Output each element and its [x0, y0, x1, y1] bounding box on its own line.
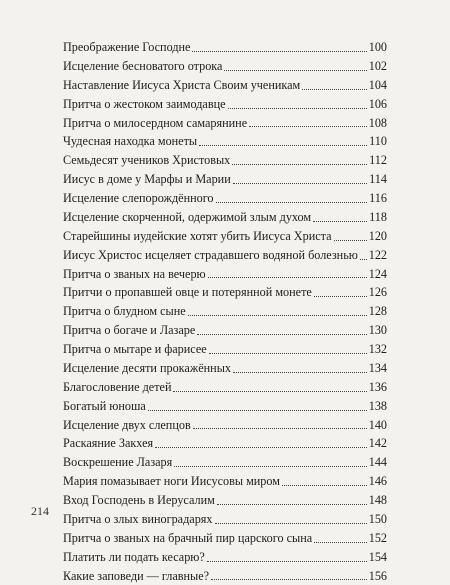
toc-leader-dots — [208, 277, 367, 278]
toc-leader-dots — [233, 372, 367, 373]
toc-leader-dots — [314, 542, 367, 543]
toc-entry-title: Вход Господень в Иерусалим — [63, 491, 215, 510]
toc-entry-title: Притча о званых на брачный пир царского сына — [63, 529, 312, 548]
toc-leader-dots — [314, 296, 367, 297]
toc-entry-page: 138 — [369, 397, 387, 416]
toc-entry-page: 116 — [369, 189, 387, 208]
toc-entry — [63, 321, 387, 340]
toc-entry-page: 146 — [369, 472, 387, 491]
toc-entry-title: Притча о званых на вечерю — [63, 265, 206, 284]
toc-leader-dots — [313, 221, 367, 222]
toc-entry — [63, 283, 387, 302]
toc-entry-page: 130 — [369, 321, 387, 340]
toc-entry-page: 152 — [369, 529, 387, 548]
toc-leader-dots — [209, 353, 367, 354]
toc-entry-page: 150 — [369, 510, 387, 529]
toc-entry-page: 100 — [369, 38, 387, 57]
toc-entry — [63, 359, 387, 378]
page-number: 214 — [31, 504, 49, 519]
toc-entry — [63, 416, 387, 435]
toc-entry — [63, 453, 387, 472]
toc-entry-page: 126 — [369, 283, 387, 302]
toc-entry-page: 106 — [369, 95, 387, 114]
toc-entry-page: 140 — [369, 416, 387, 435]
toc-leader-dots — [282, 485, 367, 486]
toc-entry-title: Притча о жестоком заимодавце — [63, 95, 226, 114]
toc-entry — [63, 265, 387, 284]
toc-entry — [63, 510, 387, 529]
toc-entry-title: Воскрешение Лазаря — [63, 453, 172, 472]
toc-entry — [63, 397, 387, 416]
toc-entry — [63, 170, 387, 189]
toc-entry — [63, 38, 387, 57]
toc-entry — [63, 246, 387, 265]
toc-leader-dots — [232, 164, 367, 165]
toc-entry-title: Мария помазывает ноги Иисусовы миром — [63, 472, 280, 491]
toc-entry-title: Исцеление десяти прокажённых — [63, 359, 231, 378]
toc-entry-page: 128 — [369, 302, 387, 321]
toc-leader-dots — [217, 504, 367, 505]
toc-leader-dots — [216, 202, 368, 203]
toc-entry-page: 154 — [369, 548, 387, 567]
toc-entry-title: Какие заповеди — главные? — [63, 567, 209, 585]
toc-entry-title: Притча о злых виноградарях — [63, 510, 213, 529]
toc-entry-title: Преображение Господне — [63, 38, 190, 57]
toc-entry-title: Исцеление двух слепцов — [63, 416, 191, 435]
toc-entry-title: Иисус Христос исцеляет страдавшего водяной болезнью — [63, 246, 358, 265]
toc-entry-page: 132 — [369, 340, 387, 359]
toc-entry-title: Исцеление слепорождённого — [63, 189, 214, 208]
toc-leader-dots — [249, 126, 367, 127]
toc-entry-title: Иисус в доме у Марфы и Марии — [63, 170, 231, 189]
toc-entry — [63, 472, 387, 491]
toc-leader-dots — [207, 561, 367, 562]
toc-entry-page: 112 — [369, 151, 387, 170]
toc-leader-dots — [188, 315, 367, 316]
toc-entry — [63, 434, 387, 453]
toc-leader-dots — [193, 428, 367, 429]
toc-entry-title: Исцеление скорченной, одержимой злым духом — [63, 208, 311, 227]
toc-entry-title: Платить ли подать кесарю? — [63, 548, 205, 567]
toc-entry-page: 148 — [369, 491, 387, 510]
toc-entry-title: Старейшины иудейские хотят убить Иисуса Христа — [63, 227, 332, 246]
toc-entry — [63, 132, 387, 151]
toc-leader-dots — [173, 391, 366, 392]
toc-leader-dots — [148, 410, 367, 411]
toc-entry-page: 156 — [369, 567, 387, 585]
toc-entry-page: 144 — [369, 453, 387, 472]
toc-entry — [63, 567, 387, 585]
toc-entry — [63, 95, 387, 114]
toc-entry-title: Притча о мытаре и фарисее — [63, 340, 207, 359]
toc-entry-page: 122 — [369, 246, 387, 265]
toc-leader-dots — [174, 466, 366, 467]
toc-entry-title: Исцеление бесноватого отрока — [63, 57, 222, 76]
toc-entry-page: 108 — [369, 114, 387, 133]
toc-leader-dots — [360, 259, 367, 260]
toc-leader-dots — [192, 51, 366, 52]
toc-entry-title: Раскаяние Закхея — [63, 434, 153, 453]
toc-entry — [63, 227, 387, 246]
toc-entry-page: 136 — [369, 378, 387, 397]
toc-leader-dots — [199, 145, 367, 146]
toc-entry — [63, 529, 387, 548]
toc-entry — [63, 189, 387, 208]
toc-entry-title: Богатый юноша — [63, 397, 146, 416]
toc-entry-page: 120 — [369, 227, 387, 246]
toc-leader-dots — [334, 240, 367, 241]
toc-entry-page: 124 — [369, 265, 387, 284]
toc-entry-title: Притча о милосердном самарянине — [63, 114, 247, 133]
toc-leader-dots — [302, 89, 366, 90]
toc-entry-title: Притчи о пропавшей овце и потерянной монете — [63, 283, 312, 302]
toc-leader-dots — [197, 334, 366, 335]
toc-entry — [63, 151, 387, 170]
toc-leader-dots — [228, 108, 367, 109]
toc-entry-page: 134 — [369, 359, 387, 378]
toc-entry — [63, 491, 387, 510]
table-of-contents — [63, 38, 387, 585]
toc-entry-title: Наставление Иисуса Христа Своим ученикам — [63, 76, 300, 95]
toc-entry — [63, 340, 387, 359]
toc-leader-dots — [215, 523, 367, 524]
toc-leader-dots — [233, 183, 367, 184]
toc-entry-page: 118 — [369, 208, 387, 227]
toc-entry-title: Притча о блудном сыне — [63, 302, 186, 321]
toc-entry-page: 114 — [369, 170, 387, 189]
toc-entry-page: 142 — [369, 434, 387, 453]
toc-entry — [63, 114, 387, 133]
toc-entry-title: Семьдесят учеников Христовых — [63, 151, 230, 170]
toc-entry-page: 102 — [369, 57, 387, 76]
toc-entry — [63, 548, 387, 567]
toc-entry-title: Благословение детей — [63, 378, 171, 397]
toc-entry — [63, 378, 387, 397]
toc-entry-page: 110 — [369, 132, 387, 151]
toc-leader-dots — [211, 579, 367, 580]
toc-entry — [63, 302, 387, 321]
toc-entry-title: Чудесная находка монеты — [63, 132, 197, 151]
toc-entry — [63, 208, 387, 227]
toc-leader-dots — [155, 447, 367, 448]
toc-entry-title: Притча о богаче и Лазаре — [63, 321, 195, 340]
toc-entry — [63, 57, 387, 76]
toc-leader-dots — [224, 70, 366, 71]
toc-entry — [63, 76, 387, 95]
toc-entry-page: 104 — [369, 76, 387, 95]
